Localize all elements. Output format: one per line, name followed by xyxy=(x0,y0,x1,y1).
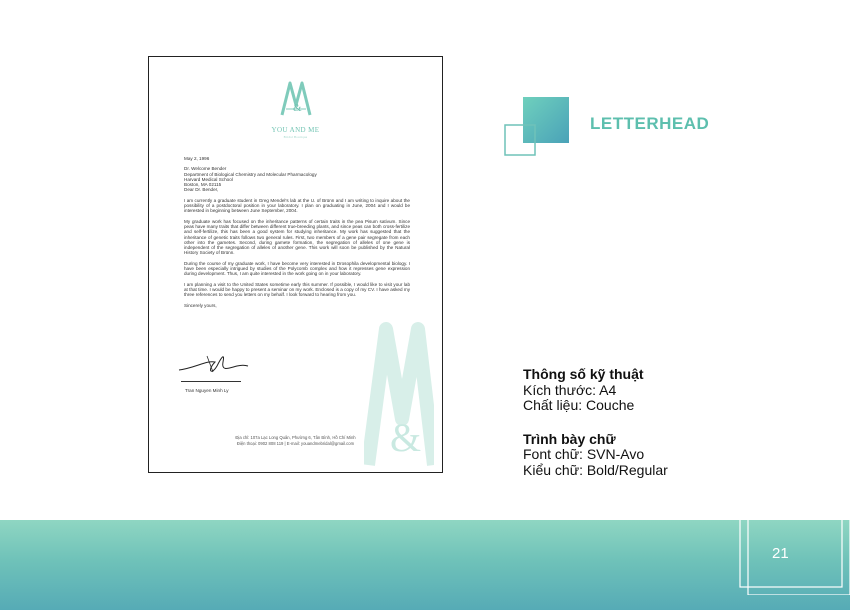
recipient-block xyxy=(184,166,410,192)
footer-contact: Điện thoại: 0902 808 119 | E-mail: youandmebridal@gmail.com xyxy=(236,441,355,446)
signature-line xyxy=(181,381,241,382)
logo-brand-name: YOU AND ME xyxy=(271,126,320,134)
signature-icon xyxy=(177,348,249,378)
page-number-frame-icon xyxy=(738,495,850,595)
recipient-line: Department of Biological Chemistry and Molecular Pharmacology xyxy=(184,171,317,177)
letter-footer xyxy=(149,435,442,447)
spec-material: Chất liệu: Couche xyxy=(523,397,635,413)
spec-size: Kích thước: A4 xyxy=(523,381,617,398)
recipient-line: Harvard Medical School xyxy=(184,176,233,182)
bottom-gradient-band xyxy=(0,520,850,610)
logo xyxy=(149,79,442,139)
spec-font: Font chữ: SVN-Avo xyxy=(523,446,645,462)
page-number: 21 xyxy=(772,545,789,562)
page-title: LETTERHEAD xyxy=(590,114,710,133)
letter-closing: Sincerely yours, xyxy=(184,302,217,308)
recipient-line: Boston, MA 02115 xyxy=(184,182,222,188)
letter-paragraph: I am currently a graduate student in Greg Mendel's lab at the U. of Brünn and I am writing to inquire about the possibility of a postdoctoral position in your laboratory. I plan on graduating in June, 2004 and I would be interested in beginning between June September, 2004. xyxy=(184,197,410,214)
signer-name: Tran Nguyen Minh Ly xyxy=(185,388,229,393)
salutation: Dear Dr. Bender, xyxy=(184,187,219,193)
logo-monogram-icon xyxy=(276,79,316,119)
letter-paragraph: My graduate work has focused on the inheritance patterns of certain traits in the pea Pisum sativum. Since peas have many traits that differ between different true-breeding plants, and since peas can both cross-fertilize and self-fertilize, this has been a good system for studying inheritance. My work has suggested that the inheritance of genetic traits follows two general rules. First, two members of a gene pair segregate from each other into the gametes. Second, during gamete formation, the segregation of alleles of one gene is independent of the segregation of alleles of another gene. This work will soon be published by the Natural History Society of Brünn. xyxy=(184,218,410,256)
recipient-line: Dr. Welcome Bender xyxy=(184,166,227,172)
letterhead-sheet xyxy=(148,56,443,473)
typography-heading: Trình bày chữ xyxy=(523,430,616,447)
title-squares-icon xyxy=(503,97,575,157)
spec-style: Kiểu chữ: Bold/Regular xyxy=(523,461,668,478)
footer-address: Địa chỉ: 107a Lạc Long Quân, Phường 6, Tân Bình, Hồ Chí Minh xyxy=(235,435,356,440)
svg-text:&: & xyxy=(292,102,302,114)
letter-paragraph: I am planning a visit to the United States sometime early this summer. If possible, I would like to visit your lab at that time. I would be happy to present a seminar on my work. Enclosed is a copy of my CV. I have asked my three references to send you letters on my behalf. I look forward to hearing from you. xyxy=(184,281,410,298)
letter-date: May 2, 1996 xyxy=(184,156,210,161)
svg-text:&: & xyxy=(390,415,422,460)
letter-paragraph: During the course of my graduate work, I have become very interested in Drosophila developmental biology. I have been especially intrigued by studies of the Polycomb complex and how it represses gene expression during development. Thus, I am quite interested in the work going on in your laboratory. xyxy=(184,260,410,277)
specifications xyxy=(523,367,668,478)
specs-heading: Thông số kỹ thuật xyxy=(523,366,644,382)
logo-tagline: Bridal Boutique xyxy=(283,135,308,139)
letter-body xyxy=(184,156,410,313)
